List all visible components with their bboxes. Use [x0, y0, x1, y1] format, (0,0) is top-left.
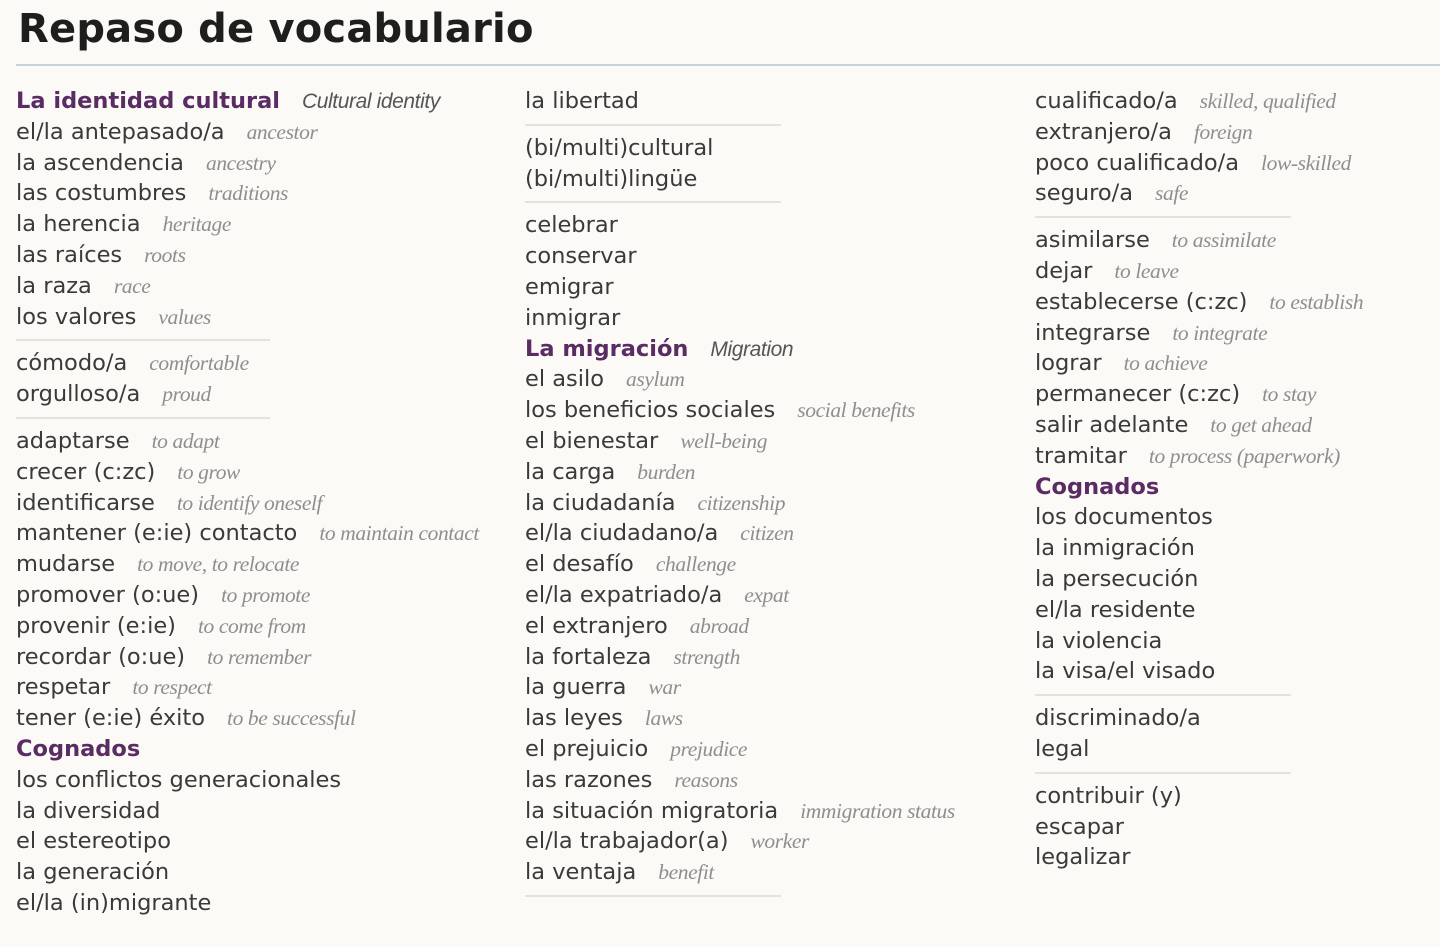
vocab-entry [1035, 256, 1435, 287]
vocab-entry [16, 672, 506, 703]
vocab-term: el/la residente [1035, 596, 1196, 623]
vocab-translation: burden [637, 459, 695, 484]
vocab-translation: expat [744, 582, 789, 607]
vocab-term: cómodo/a [16, 350, 128, 377]
section-heading-term: La identidad cultural [16, 88, 280, 114]
vocab-translation: laws [644, 706, 683, 731]
vocab-entry [1035, 626, 1435, 657]
vocab-entry [525, 364, 995, 395]
vocab-translation: to promote [221, 582, 311, 607]
vocab-term: permanecer (c:zc) [1035, 381, 1241, 408]
vocab-entry [525, 672, 995, 703]
vocab-term: asimilarse [1035, 227, 1150, 254]
vocab-entry [1035, 842, 1435, 873]
vocab-term: integrarse [1035, 319, 1151, 346]
vocab-translation: to grow [177, 459, 240, 484]
vocab-term: recordar (o:ue) [16, 643, 186, 670]
vocab-translation: citizenship [697, 490, 786, 515]
vocab-entry [16, 178, 506, 209]
vocab-entry [1035, 410, 1435, 441]
vocab-column-3 [1035, 86, 1435, 873]
vocab-entry [1035, 178, 1435, 209]
vocab-term: los valores [16, 303, 137, 330]
vocab-entry [1035, 148, 1435, 179]
vocab-term: identificarse [16, 489, 155, 516]
vocab-entry [525, 580, 995, 611]
vocab-term: la situación migratoria [525, 797, 779, 824]
vocab-entry [16, 348, 506, 379]
vocab-entry [1035, 533, 1435, 564]
vocab-term: (bi/multi)cultural [525, 134, 714, 161]
vocab-translation: abroad [689, 613, 749, 638]
vocab-entry [525, 133, 995, 164]
vocab-translation: to leave [1114, 258, 1179, 283]
vocab-entry [525, 734, 995, 765]
vocab-translation: asylum [626, 367, 685, 392]
section-heading [16, 86, 506, 117]
vocab-translation: roots [144, 242, 186, 267]
vocab-entry [16, 302, 506, 333]
vocab-entry [525, 272, 995, 303]
vocab-entry [1035, 656, 1435, 687]
section-heading-term: La migración [525, 335, 689, 362]
vocab-translation: ancestry [205, 150, 276, 175]
vocab-term: adaptarse [16, 427, 130, 454]
vocab-entry [525, 241, 995, 272]
vocab-term: establecerse (c:zc) [1035, 288, 1248, 315]
vocab-term: tramitar [1035, 442, 1127, 469]
vocab-entry [16, 379, 506, 410]
vocab-translation: worker [750, 829, 809, 854]
vocab-translation: to be successful [227, 706, 356, 731]
vocab-entry [1035, 703, 1435, 734]
vocab-translation: comfortable [149, 351, 249, 376]
vocab-term: la herencia [16, 211, 141, 238]
vocab-entry [525, 86, 995, 117]
vocab-term: las leyes [525, 705, 623, 732]
vocab-translation: to respect [132, 675, 212, 700]
vocab-translation: to maintain contact [319, 521, 479, 546]
vocab-entry [16, 488, 506, 519]
vocab-term: la visa/el visado [1035, 658, 1216, 685]
vocab-term: los documentos [1035, 504, 1213, 531]
vocab-entry [16, 518, 506, 549]
vocab-translation: well-being [680, 428, 768, 453]
vocab-term: legal [1035, 735, 1090, 762]
vocab-term: la carga [525, 458, 616, 485]
vocab-term: legalizar [1035, 844, 1131, 871]
vocab-translation: traditions [208, 181, 289, 206]
vocab-term: la libertad [525, 88, 639, 114]
vocab-term: salir adelante [1035, 411, 1189, 438]
vocab-entry [16, 888, 506, 919]
vocab-term: (bi/multi)lingüe [525, 165, 698, 192]
vocab-entry [16, 642, 506, 673]
vocab-entry [525, 457, 995, 488]
vocab-entry [1035, 117, 1435, 148]
vocab-translation: ancestor [246, 119, 318, 144]
vocab-term: mantener (e:ie) contacto [16, 520, 298, 547]
vocab-translation: to integrate [1172, 320, 1268, 345]
vocab-translation: heritage [162, 212, 232, 237]
vocab-entry [1035, 564, 1435, 595]
vocab-translation: social benefits [797, 398, 915, 423]
vocab-term: la guerra [525, 674, 627, 701]
vocab-term: el/la trabajador(a) [525, 828, 729, 855]
vocab-translation: to process (paperwork) [1148, 443, 1340, 468]
vocab-term: la ventaja [525, 859, 637, 886]
section-heading-term: Cognados [16, 735, 141, 762]
vocab-term: la ascendencia [16, 149, 184, 176]
vocab-translation: prejudice [670, 736, 748, 761]
vocab-entry [16, 549, 506, 580]
vocab-column-1 [16, 86, 506, 919]
vocab-translation: low-skilled [1261, 150, 1351, 175]
vocab-entry [16, 457, 506, 488]
vocab-entry [1035, 86, 1435, 117]
vocab-entry [525, 488, 995, 519]
vocab-entry [1035, 595, 1435, 626]
group-divider [16, 339, 270, 341]
vocab-term: conservar [525, 243, 637, 270]
title-divider [16, 64, 1440, 66]
vocab-term: la fortaleza [525, 643, 652, 670]
vocab-term: contribuir (y) [1035, 782, 1182, 809]
vocab-term: el/la antepasado/a [16, 118, 225, 145]
vocab-translation: proud [162, 382, 211, 407]
vocab-translation: race [113, 273, 151, 298]
vocab-term: las razones [525, 766, 653, 793]
page-title: Repaso de vocabulario [18, 6, 534, 52]
vocab-entry [525, 210, 995, 241]
vocab-translation: to get ahead [1210, 412, 1312, 437]
group-divider [525, 201, 781, 203]
vocab-term: el desafío [525, 551, 634, 578]
vocab-entry [16, 426, 506, 457]
vocab-translation: reasons [674, 767, 738, 792]
vocab-entry [525, 857, 995, 888]
vocab-term: poco cualificado/a [1035, 149, 1240, 176]
vocab-term: el bienestar [525, 427, 659, 454]
vocab-entry [16, 240, 506, 271]
vocab-term: el asilo [525, 366, 605, 393]
vocab-entry [1035, 225, 1435, 256]
vocab-entry [1035, 734, 1435, 765]
vocab-translation: to stay [1262, 382, 1317, 407]
section-heading [525, 334, 995, 365]
vocab-entry [525, 518, 995, 549]
vocab-term: mudarse [16, 551, 116, 578]
vocab-translation: to remember [207, 644, 312, 669]
vocab-term: respetar [16, 674, 111, 701]
vocab-translation: challenge [655, 552, 736, 577]
group-divider [525, 124, 781, 126]
vocab-entry [1035, 348, 1435, 379]
vocab-entry [525, 826, 995, 857]
group-divider [525, 895, 781, 897]
vocab-column-2 [525, 86, 995, 904]
vocab-term: la inmigración [1035, 535, 1195, 562]
vocab-term: emigrar [525, 273, 614, 300]
vocab-entry [525, 703, 995, 734]
vocab-entry [525, 611, 995, 642]
vocab-translation: to establish [1269, 289, 1364, 314]
vocab-term: inmigrar [525, 304, 621, 331]
vocab-translation: strength [673, 644, 740, 669]
vocab-term: la violencia [1035, 627, 1163, 654]
vocab-entry [525, 395, 995, 426]
vocab-term: escapar [1035, 813, 1125, 840]
vocab-term: dejar [1035, 257, 1093, 284]
vocab-entry [16, 148, 506, 179]
section-heading [1035, 472, 1435, 503]
vocab-term: la raza [16, 272, 92, 299]
vocab-entry [16, 857, 506, 888]
vocab-translation: to move, to relocate [137, 552, 300, 577]
section-heading-translation: Migration [710, 337, 794, 361]
vocab-term: el estereotipo [16, 828, 171, 855]
vocab-entry [1035, 287, 1435, 318]
vocab-term: promover (o:ue) [16, 581, 200, 608]
vocab-translation: war [648, 675, 681, 700]
vocab-entry [525, 303, 995, 334]
vocab-term: el/la expatriado/a [525, 581, 723, 608]
vocab-term: discriminado/a [1035, 705, 1201, 732]
vocab-translation: foreign [1193, 119, 1253, 144]
vocab-term: seguro/a [1035, 180, 1133, 207]
vocab-term: las costumbres [16, 180, 187, 207]
vocab-translation: benefit [658, 860, 714, 885]
vocab-term: provenir (e:ie) [16, 612, 176, 639]
vocab-term: el/la ciudadano/a [525, 520, 719, 547]
vocab-translation: to identify oneself [176, 490, 323, 515]
group-divider [1035, 216, 1291, 218]
vocab-term: la diversidad [16, 797, 161, 824]
vocab-entry [1035, 781, 1435, 812]
vocab-entry [525, 164, 995, 195]
vocab-entry [16, 611, 506, 642]
vocab-term: lograr [1035, 350, 1102, 377]
vocab-translation: immigration status [800, 798, 955, 823]
vocab-entry [525, 765, 995, 796]
vocab-term: los conflictos generacionales [16, 766, 342, 793]
vocab-entry [1035, 812, 1435, 843]
group-divider [16, 417, 270, 419]
vocab-term: tener (e:ie) éxito [16, 705, 205, 732]
vocab-translation: to come from [197, 613, 306, 638]
vocab-entry [525, 642, 995, 673]
vocab-term: crecer (c:zc) [16, 458, 156, 485]
vocab-term: la persecución [1035, 565, 1199, 592]
vocab-entry [16, 703, 506, 734]
group-divider [1035, 772, 1291, 774]
section-heading-term: Cognados [1035, 473, 1160, 500]
vocab-term: el/la (in)migrante [16, 889, 212, 916]
vocab-term: celebrar [525, 212, 618, 239]
vocab-term: orgulloso/a [16, 381, 141, 408]
vocab-translation: to adapt [151, 428, 220, 453]
vocab-entry [525, 426, 995, 457]
group-divider [1035, 694, 1291, 696]
vocab-entry [16, 765, 506, 796]
vocab-term: cualificado/a [1035, 88, 1178, 114]
vocab-entry [1035, 379, 1435, 410]
vocab-entry [16, 796, 506, 827]
vocab-term: el extranjero [525, 612, 668, 639]
vocab-translation: citizen [740, 521, 794, 546]
vocab-entry [525, 796, 995, 827]
vocab-entry [16, 209, 506, 240]
vocab-translation: values [158, 304, 211, 329]
vocab-translation: to achieve [1123, 351, 1208, 376]
vocab-entry [16, 271, 506, 302]
section-heading-translation: Cultural identity [301, 90, 440, 113]
vocab-term: extranjero/a [1035, 118, 1172, 145]
vocab-entry [1035, 318, 1435, 349]
vocab-term: el prejuicio [525, 735, 649, 762]
vocab-term: los beneficios sociales [525, 397, 776, 424]
vocab-translation: safe [1155, 181, 1189, 206]
vocab-entry [1035, 502, 1435, 533]
vocab-translation: skilled, qualified [1199, 89, 1336, 113]
vocab-term: las raíces [16, 241, 123, 268]
section-heading [16, 734, 506, 765]
vocab-term: la ciudadanía [525, 489, 676, 516]
vocab-translation: to assimilate [1171, 228, 1276, 253]
vocab-term: la generación [16, 859, 170, 886]
vocab-entry [16, 826, 506, 857]
vocab-entry [525, 549, 995, 580]
vocab-entry [16, 580, 506, 611]
vocab-entry [1035, 441, 1435, 472]
vocab-entry [16, 117, 506, 148]
